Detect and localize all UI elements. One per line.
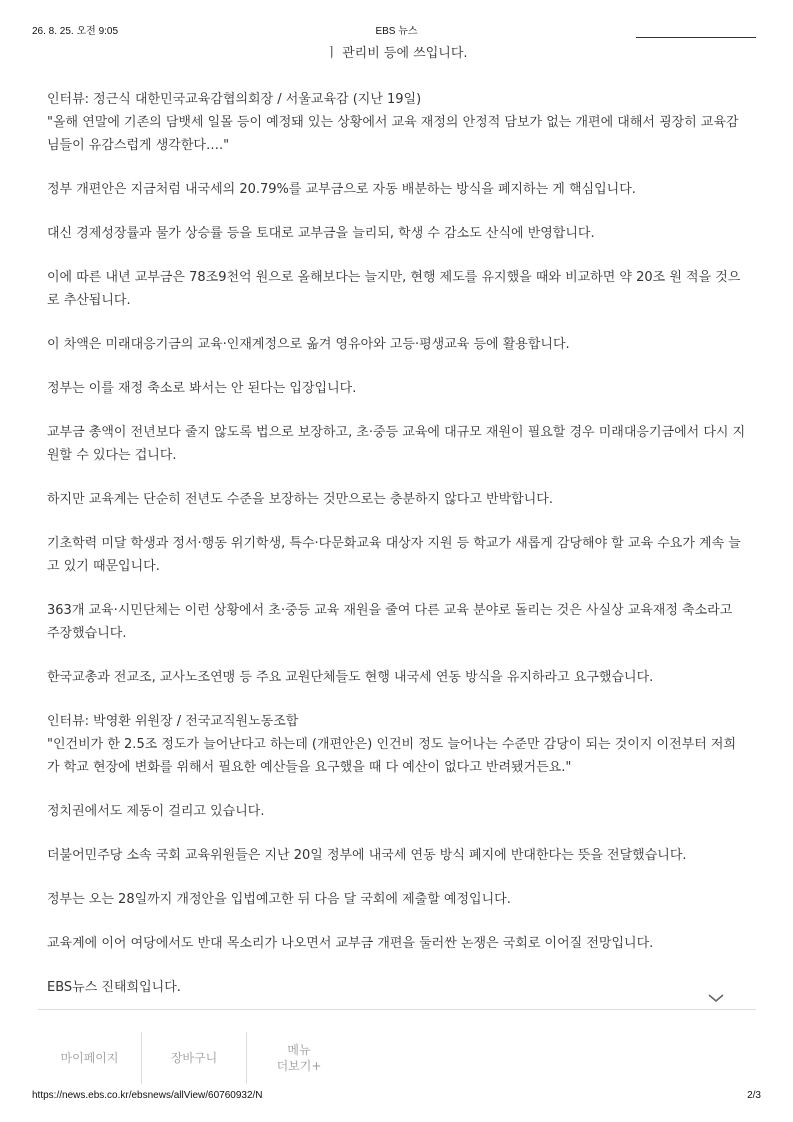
interview-label: 인터뷰: 박영환 위원장 / 전국교직원노동조합	[47, 714, 299, 729]
chevron-down-icon	[706, 990, 726, 1006]
more-menu-label-line1: 메뉴	[287, 1043, 311, 1057]
article-paragraph: 정부는 오는 28일까지 개정안을 입법예고한 뒤 다음 달 국회에 제출할 예정입니다.	[47, 892, 511, 907]
cart-button[interactable]	[142, 1032, 247, 1084]
bottom-divider	[38, 1009, 756, 1010]
interview-quote: "인건비가 한 2.5조 정도가 늘어난다고 하는데 (개편안은) 인건비 정도 늘어나는 수준만 감당이 되는 것이지 이전부터 저희가 학교 현장에 변화를 위해서 필요한 예산들을 요구했을 때 다 예산이 없다고 반려됐거든요."	[47, 737, 737, 775]
more-menu-label-line2: 더보기+	[276, 1059, 322, 1073]
print-header	[32, 20, 761, 36]
article-paragraph: 정부 개편안은 지금처럼 내국세의 20.79%를 교부금으로 자동 배분하는 방식을 폐지하는 게 핵심입니다.	[47, 182, 636, 197]
header-divider	[636, 37, 756, 38]
print-datetime: 26. 8. 25. 오전 9:05	[32, 26, 119, 37]
article-paragraph: 대신 경제성장률과 물가 상승률 등을 토대로 교부금을 늘리되, 학생 수 감소도 산식에 반영합니다.	[47, 226, 595, 241]
interview-block	[47, 88, 747, 157]
mypage-button[interactable]	[38, 1032, 142, 1084]
interview-label: 인터뷰: 정근식 대한민국교육감협의회장 / 서울교육감 (지난 19일)	[47, 92, 422, 107]
expand-button[interactable]	[706, 990, 726, 1006]
article-paragraph: 이에 따른 내년 교부금은 78조9천억 원으로 올해보다는 늘지만, 현행 제도를 유지했을 때와 비교하면 약 20조 원 적을 것으로 추산됩니다.	[47, 270, 741, 308]
article-body	[47, 88, 747, 1020]
article-paragraph: 하지만 교육계는 단순히 전년도 수준을 보장하는 것만으로는 충분하지 않다고 반박합니다.	[47, 492, 553, 507]
article-paragraph: 한국교총과 전교조, 교사노조연맹 등 주요 교원단체들도 현행 내국세 연동 방식을 유지하라고 요구했습니다.	[47, 670, 654, 685]
print-footer	[32, 1090, 761, 1104]
page-number: 2/3	[747, 1090, 761, 1101]
interview-block	[47, 710, 747, 779]
article-paragraph: 교부금 총액이 전년보다 줄지 않도록 법으로 보장하고, 초·중등 교육에 대규모 재원이 필요할 경우 미래대응기금에서 다시 지원할 수 있다는 겁니다.	[47, 425, 746, 463]
article-paragraph: 교육계에 이어 여당에서도 반대 목소리가 나오면서 교부금 개편을 둘러싼 논쟁은 국회로 이어질 전망입니다.	[47, 936, 654, 951]
interview-quote: "올해 연말에 기존의 담뱃세 일몰 등이 예정돼 있는 상황에서 교육 재정의 안정적 담보가 없는 개편에 대해서 굉장히 교육감님들이 유감스럽게 생각한다…."	[47, 115, 739, 153]
article-paragraph: 기초학력 미달 학생과 정서·행동 위기학생, 특수·다문화교육 대상자 지원 등 학교가 새롭게 감당해야 할 교육 수요가 계속 늘고 있기 때문입니다.	[47, 536, 741, 574]
more-menu-button[interactable]	[247, 1032, 351, 1084]
reporter-signoff: EBS뉴스 진태희입니다.	[47, 980, 181, 995]
article-paragraph: 이 차액은 미래대응기금의 교육·인재계정으로 옮겨 영유아와 고등·평생교육 등에 활용합니다.	[47, 337, 570, 352]
page-url: https://news.ebs.co.kr/ebsnews/allView/60760932/N	[32, 1090, 263, 1101]
clipped-text-line: ㅣ 관리비 등에 쓰입니다.	[325, 46, 468, 61]
article-paragraph: 정부는 이를 재정 축소로 봐서는 안 된다는 입장입니다.	[47, 381, 357, 396]
bottom-menu-bar	[38, 1032, 384, 1084]
print-page-title: EBS 뉴스	[375, 26, 418, 37]
cart-label: 장바구니	[170, 1051, 218, 1065]
mypage-label: 마이페이지	[60, 1051, 119, 1065]
article-paragraph: 더불어민주당 소속 국회 교육위원들은 지난 20일 정부에 내국세 연동 방식 폐지에 반대한다는 뜻을 전달했습니다.	[47, 848, 687, 863]
article-paragraph: 363개 교육·시민단체는 이런 상황에서 초·중등 교육 재원을 줄여 다른 교육 분야로 돌리는 것은 사실상 교육재정 축소라고 주장했습니다.	[47, 603, 733, 641]
article-paragraph: 정치권에서도 제동이 걸리고 있습니다.	[47, 804, 265, 819]
